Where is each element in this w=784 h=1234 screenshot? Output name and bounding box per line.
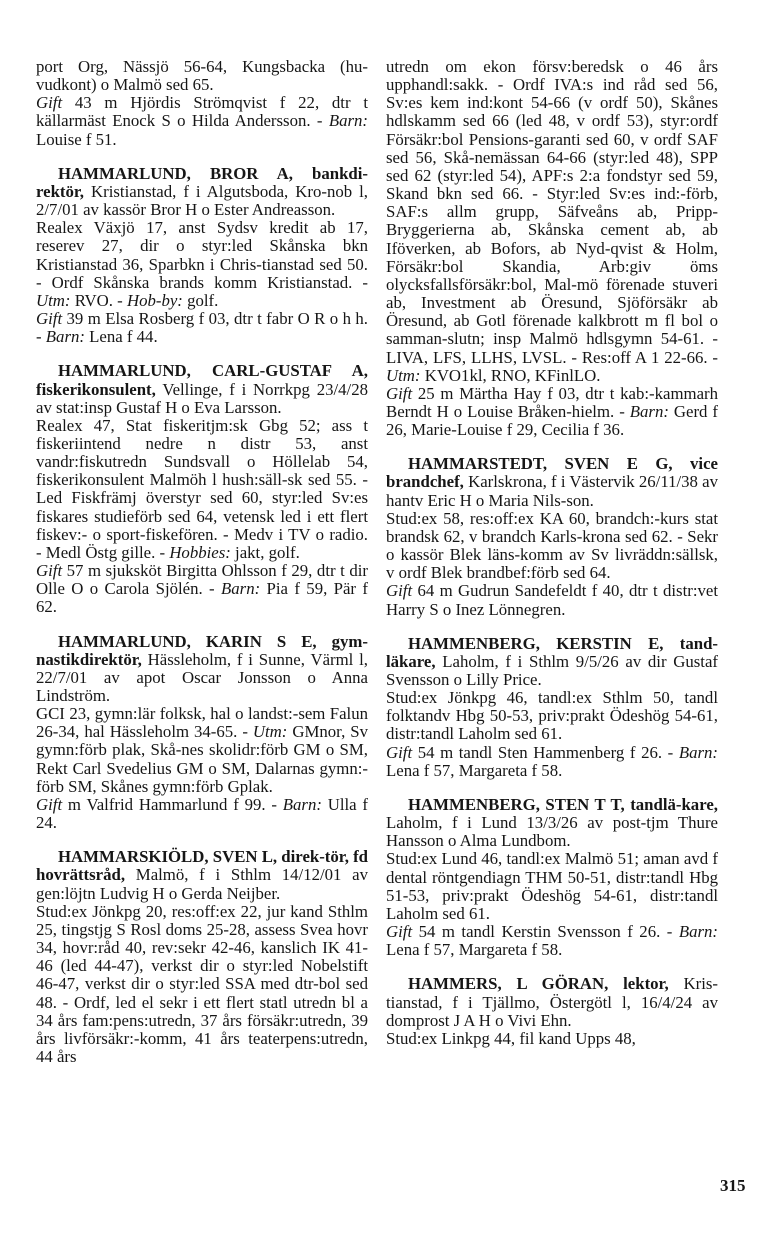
entry-heading: HAMMARSTEDT, SVEN E G, vice brandchef, (386, 454, 718, 492)
entry-heading: HAMMARSKIÖLD, SVEN L, direk-tör, fd hovrättsråd, (36, 847, 369, 885)
entry-label: Utm: (386, 365, 421, 385)
entry-heading: HAMMARLUND, CARL-GUSTAF A, fiskerikonsulent, (36, 361, 368, 399)
entry-text: Gerd f 26, Marie-Louise f 29, Cecilia f 36. (386, 401, 719, 440)
entry-text: port Org, Nässjö 56-64, Kungsbacka (hu-vudkont) o Malmö sed 65. (36, 57, 368, 95)
biography-entry (386, 455, 718, 618)
entry-text: golf. (182, 290, 219, 310)
entry-text: Lena f 57, Margareta f 58. (386, 760, 563, 780)
entry-label: Gift (36, 561, 63, 581)
entry-text: KVO1kl, RNO, KFinlLO. (420, 365, 601, 385)
entry-text: Karlskrona, f i Västervik 26/11/38 av hantv Eric H o Maria Nils-son. (386, 472, 718, 510)
entry-text: GMnor, Sv gymn:förb plak, Skå-nes skolidr:förb GM o SM, Rekt Carl Svedelius GM o SM, Dalarnas gymn:-förb SM, Skånes gymn:förb Gplak. (36, 722, 368, 796)
entry-text: Laholm, f i Lund 13/3/26 av post-tjm Thure Hansson o Alma Lundbom. (386, 813, 718, 851)
entry-label: Barn: (629, 401, 669, 421)
entry-text: Stud:ex Lund 46, tandl:ex Malmö 51; aman avd f dental röntgendiagn THM 50-51, distr:tandl Hbg 51-53, priv:prakt Ödeshög 54-61, distr:tandl Laholm sed 61. (386, 849, 718, 923)
entry-text: GCI 23, gymn:lär folksk, hal o landst:-sem Falun 26-34, hal Hässleholm 34-65. - (36, 704, 368, 742)
entry-label: Barn: (282, 794, 322, 814)
entry-text: 54 m tandl Kerstin Svensson f 26. - (412, 922, 679, 942)
entry-text: Kristianstad, f i Algutsboda, Kro-nob l, 2/7/01 av kassör Bror H o Ester Andreasson. (36, 181, 368, 220)
entry-paragraph (36, 848, 368, 902)
entry-paragraph (36, 633, 368, 706)
entry-text: Lena f 57, Margareta f 58. (386, 940, 563, 960)
entry-heading: HAMMENBERG, STEN T T, tandlä-kare, (408, 794, 718, 814)
entry-paragraph (36, 705, 368, 796)
biography-entry (386, 975, 718, 1048)
page-number: 315 (720, 1176, 746, 1195)
biography-entry (386, 796, 718, 959)
entry-text: Realex Växjö 17, anst Sydsv kredit ab 17, reserev 27, dir o styr:led Skånska bkn Kristianstad 36, Sparbkn i Chris-tianstad sed 50. - Ordf Skånska brands komm Kristianstad. - (36, 218, 368, 292)
entry-paragraph (386, 689, 718, 743)
entry-text: Lena f 44. (84, 327, 158, 347)
entry-paragraph (386, 510, 718, 583)
entry-heading: HAMMERS, L GÖRAN, lektor, (408, 974, 669, 994)
entry-label: Gift (36, 93, 63, 113)
left-column (36, 58, 368, 1082)
entry-label: Barn: (678, 742, 718, 762)
entry-text: Stud:ex 58, res:off:ex KA 60, brandch:-kurs stat brandsk 62, v brandch Karls-krona sed 62. - Sekr o kassör Blek läns-komm av Sv livräddn:sällsk, v ordf Blek brandbef:förb sed 64. (386, 508, 718, 583)
entry-text: Hässleholm, f i Sunne, Värml l, 22/7/01 av apot Oscar Jonsson o Anna Lindström. (36, 649, 368, 705)
entry-paragraph (386, 744, 718, 780)
entry-paragraph (386, 58, 718, 385)
entry-label: Barn: (678, 922, 718, 942)
entry-text: Kris-tianstad, f i Tjällmo, Östergötl l, 16/4/24 av domprost J A H o Vivi Ehn. (386, 974, 719, 1030)
entry-paragraph (386, 635, 718, 689)
entry-paragraph (36, 903, 368, 1066)
entry-heading: HAMMARLUND, BROR A, bankdi-rektör, (36, 163, 368, 201)
entry-text: 57 m sjuksköt Birgitta Ohlsson f 29, dtr t dir Olle O o Carola Sjölén. - (36, 561, 368, 599)
entry-label: Gift (386, 922, 413, 942)
entry-text: Ulla f 24. (36, 794, 369, 833)
entry-label: Utm: (252, 722, 288, 742)
entry-text: 64 m Gudrun Sandefeldt f 40, dtr t distr:vet Harry S o Inez Lönnegren. (386, 581, 718, 619)
entry-paragraph (36, 417, 368, 562)
entry-label: Gift (36, 794, 63, 814)
biography-entry (36, 633, 368, 833)
entry-paragraph (36, 562, 368, 616)
entry-text: 25 m Märtha Hay f 03, dtr t kab:-kammarh Berndt H o Louise Bråken-hielm. - (386, 383, 718, 421)
entry-label: Gift (386, 742, 413, 762)
entry-label: Gift (386, 383, 413, 403)
entry-paragraph (386, 582, 718, 618)
entry-text: 39 m Elsa Rosberg f 03, dtr t fabr O R o h h. - (36, 309, 368, 347)
entry-text: Stud:ex Linkpg 44, fil kand Upps 48, (386, 1028, 636, 1048)
biography-entry (36, 362, 368, 616)
entry-paragraph (386, 1030, 718, 1048)
entry-text: RVO. - (70, 290, 127, 310)
entry-paragraph (386, 850, 718, 923)
entry-label: Gift (36, 309, 63, 329)
entry-text: utredn om ekon försv:beredsk o 46 års upphandl:sakk. - Ordf IVA:s ind råd sed 56, Sv:es kem ind:kont 54-66 (v ordf 50), Skånes hdlskamm sed 66 (led 48, v ordf 53), styr:ordf Försäkr:bol Pensions-garanti sed 60, v ordf SAF sed 56, Skå-nemässan 64-66 (styr:led 48), SPP sed 62 (styr:led 54), APF:s 2:a fondstyr sed 59, Skand bkn sed 66. - Styr:led Sv:es ind:-förb, SAF:s allm grupp, Säfveåns ab, Pripp-Bryggerierna ab, Skånska cement ab, ab Iföverken, ab Bofors, ab Nyd-qvist & Holm, Försäkr:bol Skandia, Arb:giv öms olycksfallsförsäkr:bol, Mal-mö förenade stuveri ab, Investment ab Öresund, Sjöförsäkr ab Öresund, ab Gotl förenade kalkbrott m fl bol o samman-slutn; insp Malmö hdlsgymn 54-61. - LIVA, LFS, LLHS, LVSL. - Res:off A 1 22-66. - (386, 57, 718, 367)
entry-label: Barn: (328, 111, 368, 131)
right-column (386, 58, 718, 1064)
entry-label: Barn: (45, 327, 85, 347)
entry-paragraph (36, 219, 368, 310)
entry-text: Realex 47, Stat fiskeritjm:sk Gbg 52; ass t fiskeriintend nedre n distr 53, anst vandr:fiskutredn Sundsvall o Höllelab 54, fiskerikonsulent Malmöh l hush:säll-sk sed 55. - Led Fiskfrämj överstyr sed 60, styr:led Sv:es fiskares studieförb sed 64, vetensk led i ett flert fiskev:- o sport-fiskefören. - Medv i TV o radio. - Medl Östg gille. - (36, 415, 368, 562)
entry-continuation (386, 58, 718, 439)
entry-paragraph (36, 94, 368, 148)
entry-paragraph (386, 796, 718, 850)
entry-paragraph (386, 923, 718, 959)
entry-text: Laholm, f i Sthlm 9/5/26 av dir Gustaf Svensson o Lilly Price. (386, 651, 718, 689)
entry-paragraph (36, 165, 368, 219)
entry-label: Hobbies: (169, 542, 231, 562)
entry-text: 54 m tandl Sten Hammenberg f 26. - (412, 742, 679, 762)
entry-label: Gift (386, 581, 413, 601)
entry-heading: HAMMARLUND, KARIN S E, gym-nastikdirektör, (36, 631, 368, 669)
entry-label: Barn: (221, 579, 261, 599)
entry-label: Hob-by: (126, 290, 183, 310)
entry-continuation (36, 58, 368, 149)
entry-text: Pia f 59, Pär f 62. (36, 579, 368, 617)
entry-label: Utm: (36, 290, 71, 310)
entry-paragraph (36, 362, 368, 416)
entry-heading: HAMMENBERG, KERSTIN E, tand-läkare, (386, 633, 718, 671)
biography-entry (36, 165, 368, 347)
biography-entry (36, 848, 368, 1066)
biography-entry (386, 635, 718, 780)
entry-text: Louise f 51. (36, 129, 117, 149)
entry-paragraph (36, 796, 368, 832)
entry-text: Stud:ex Jönkpg 20, res:off:ex 22, jur kand Sthlm 25, tingstjg S Rosl doms 25-28, assess Svea hovr 34, hovr:råd 40, rev:sekr 42-46, kanslich IK 41-46 (led 44-47), verkst dir o styr:led Nobelstift 46-47, verkst dir o styr:led SSA med dtr-bol sed 48. - Ordf, led el sekr i ett flert statl utredn bl a 34 års fam:pens:utredn, 37 års försäkr:utredn, 39 års livförsäkr:-komm, 41 års teaterpens:utredn, 44 års (36, 901, 368, 1066)
entry-text: Malmö, f i Sthlm 14/12/01 av gen:löjtn Ludvig H o Gerda Neijber. (36, 865, 368, 903)
entry-text: jakt, golf. (230, 542, 300, 562)
entry-paragraph (386, 385, 718, 439)
entry-paragraph (36, 310, 368, 346)
entry-text: Vellinge, f i Norrkpg 23/4/28 av stat:insp Gustaf H o Eva Larsson. (36, 379, 368, 417)
entry-paragraph (386, 975, 718, 1029)
entry-paragraph (386, 455, 718, 509)
entry-text: m Valfrid Hammarlund f 99. - (62, 794, 283, 814)
entry-text: 43 m Hjördis Strömqvist f 22, dtr t källarmäst Enock S o Hilda Andersson. - (36, 93, 368, 131)
entry-text: Stud:ex Jönkpg 46, tandl:ex Sthlm 50, tandl folktandv Hbg 50-53, priv:prakt Ödeshög 54-61, distr:tandl Laholm sed 61. (386, 688, 718, 744)
entry-paragraph (36, 58, 368, 94)
